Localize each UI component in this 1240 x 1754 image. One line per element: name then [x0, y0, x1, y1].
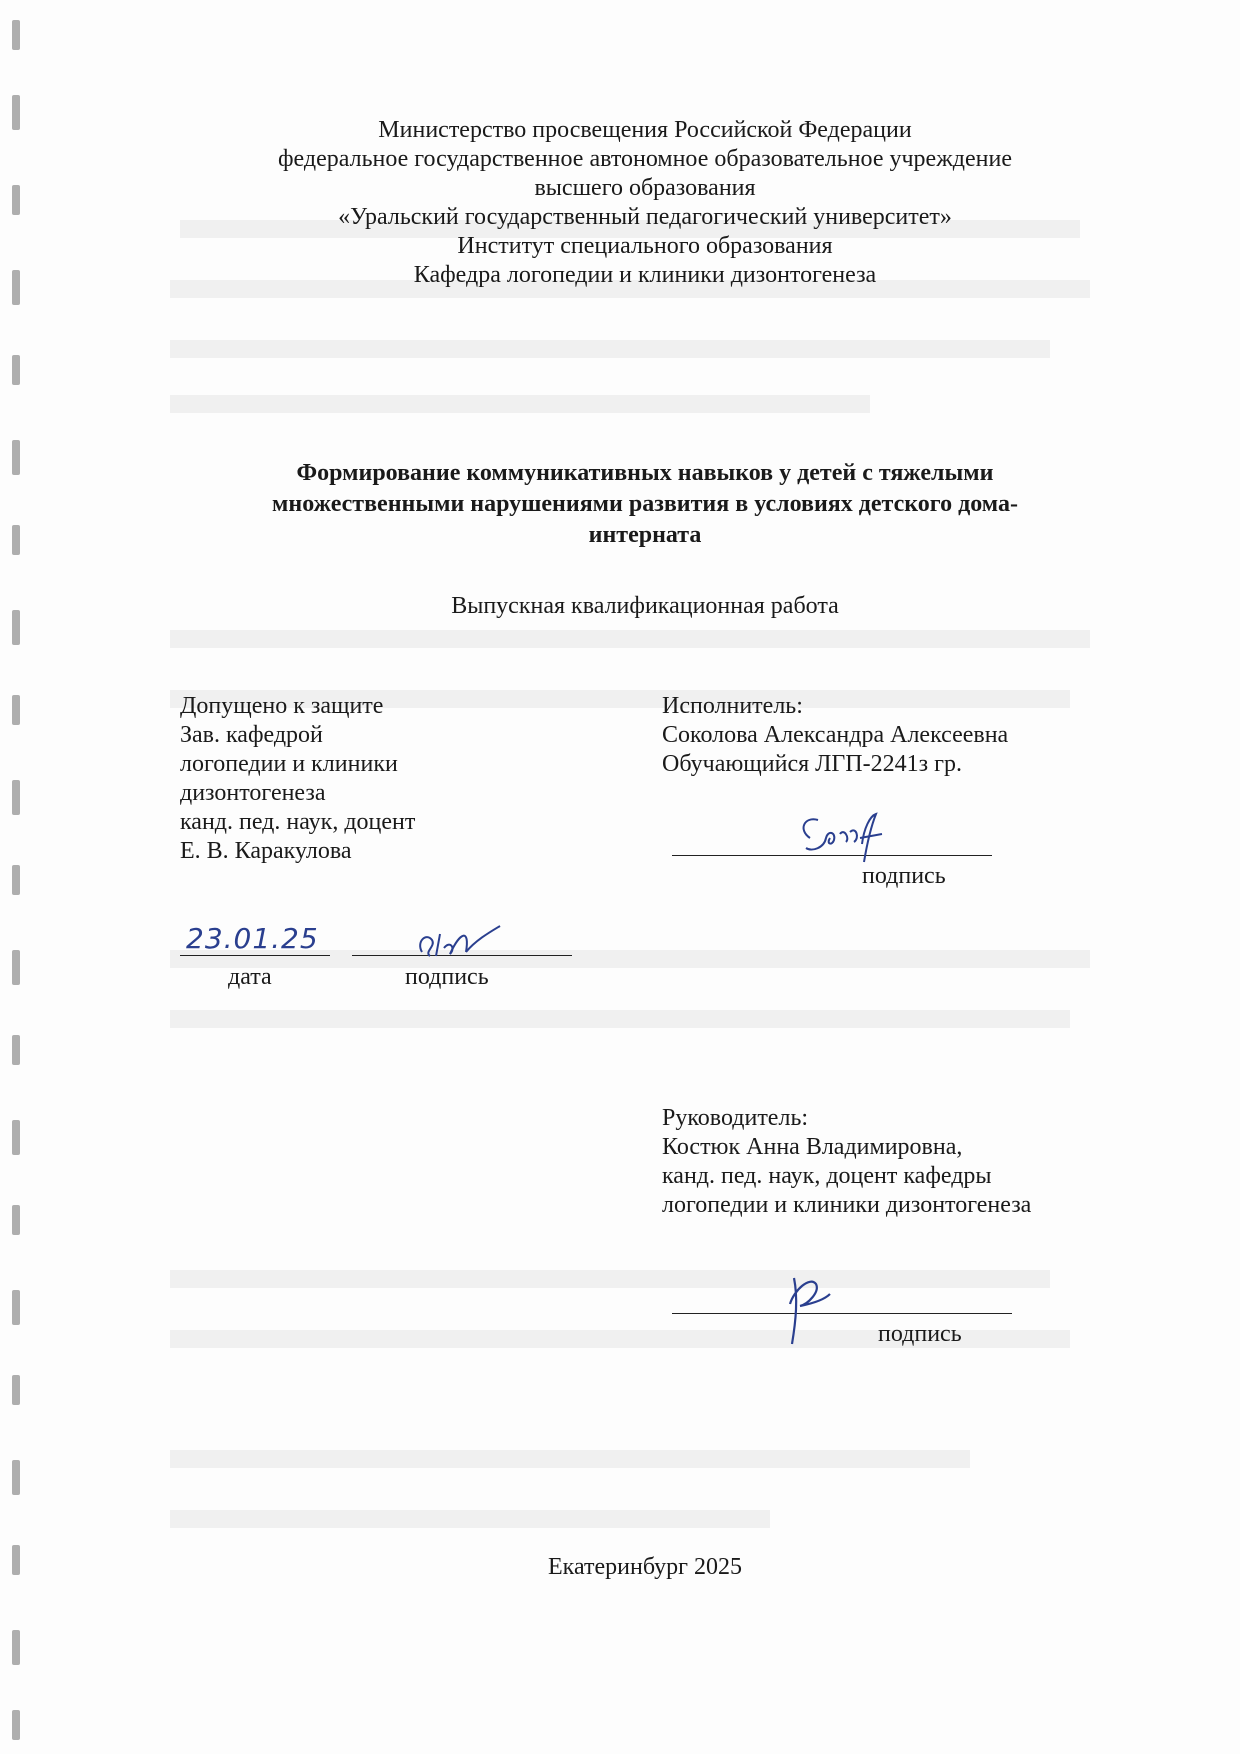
head-signature	[410, 922, 510, 964]
author-name: Соколова Александра Алексеевна	[662, 722, 1009, 748]
admission-line-2: Зав. кафедрой	[180, 722, 323, 748]
supervisor-signature-line	[672, 1313, 1012, 1314]
title-line-2: множественными нарушениями развития в условиях детского дома-	[272, 491, 1018, 517]
head-signature-caption: подпись	[405, 964, 489, 990]
supervisor-position-1: канд. пед. наук, доцент кафедры	[662, 1163, 992, 1189]
supervisor-signature-caption: подпись	[878, 1321, 962, 1347]
admission-block	[180, 692, 415, 866]
title-line-1: Формирование коммуникативных навыков у детей с тяжелыми	[296, 460, 994, 486]
supervisor-block	[662, 1104, 1031, 1220]
admission-line-3: логопедии и клиники	[180, 751, 398, 777]
supervisor-name: Костюк Анна Владимировна,	[662, 1134, 963, 1160]
university-line: «Уральский государственный педагогический университет»	[338, 204, 952, 230]
supervisor-label: Руководитель:	[662, 1105, 809, 1131]
author-signature-caption: подпись	[862, 863, 946, 889]
supervisor-position-2: логопедии и клиники дизонтогенеза	[662, 1192, 1032, 1218]
department-line: Кафедра логопедии и клиники дизонтогенеза	[413, 262, 877, 288]
admission-line-4: дизонтогенеза	[180, 780, 326, 806]
institution-line-2: высшего образования	[534, 175, 756, 201]
handwritten-date: 23.01.25	[186, 922, 319, 955]
admission-line-1: Допущено к защите	[180, 693, 384, 719]
author-signature	[790, 808, 900, 868]
institution-header	[120, 116, 1170, 290]
institute-line: Институт специального образования	[457, 233, 833, 259]
author-block	[662, 692, 1008, 779]
date-line	[180, 955, 330, 956]
work-type: Выпускная квалификационная работа	[451, 593, 839, 619]
institution-line-1: федеральное государственное автономное образовательное учреждение	[277, 146, 1012, 172]
head-name: Е. В. Каракулова	[180, 838, 352, 864]
author-group: Обучающийся ЛГП-2241з гр.	[662, 751, 962, 777]
author-label: Исполнитель:	[662, 693, 803, 719]
city-year: Екатеринбург 2025	[548, 1554, 742, 1580]
supervisor-signature	[780, 1270, 840, 1350]
ministry-line: Министерство просвещения Российской Федерации	[378, 117, 912, 143]
date-caption: дата	[228, 964, 272, 990]
thesis-title	[150, 458, 1140, 551]
admission-line-5: канд. пед. наук, доцент	[180, 809, 416, 835]
title-line-3: интерната	[588, 522, 702, 548]
